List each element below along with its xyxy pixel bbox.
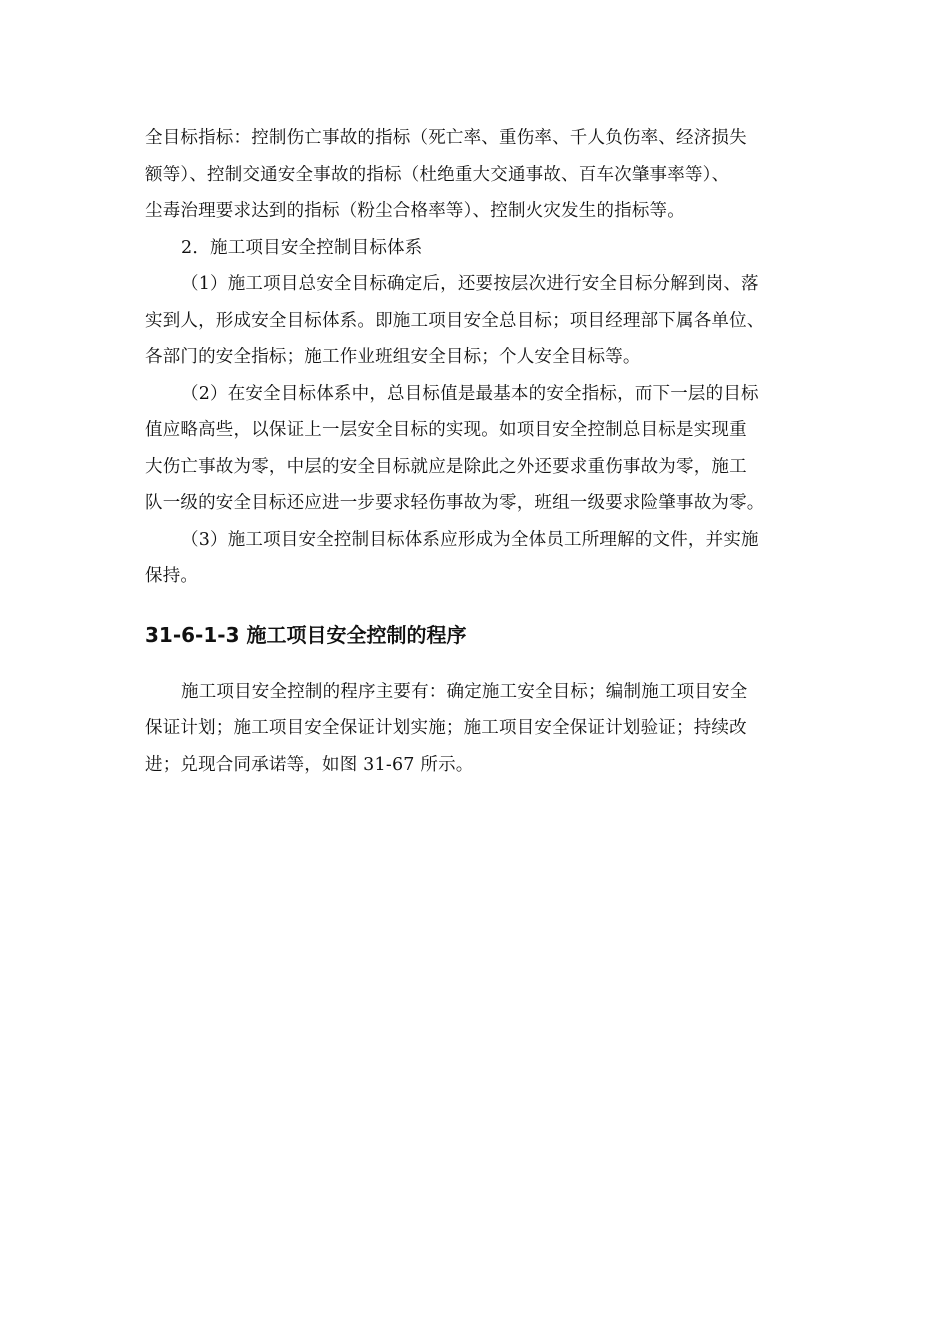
- text-line: （3）施工项目安全控制目标体系应形成为全体员工所理解的文件，并实施: [181, 529, 759, 550]
- text-line: 实到人，形成安全目标体系。即施工项目安全总目标；项目经理部下属各单位、: [145, 310, 765, 331]
- item-1-paragraph: [145, 266, 810, 376]
- text-line: 全目标指标：控制伤亡事故的指标（死亡率、重伤率、千人负伤率、经济损失: [145, 128, 747, 148]
- text-line: 施工项目安全控制的程序主要有：确定施工安全目标；编制施工项目安全: [181, 681, 748, 702]
- text-line: 大伤亡事故为零，中层的安全目标就应是除此之外还要求重伤事故为零，施工: [145, 456, 747, 477]
- text-line: 保证计划；施工项目安全保证计划实施；施工项目安全保证计划验证；持续改: [145, 718, 747, 738]
- subsection-title: 2．施工项目安全控制目标体系: [181, 237, 423, 258]
- text-line: 队一级的安全目标还应进一步要求轻伤事故为零，班组一级要求险肇事故为零。: [145, 493, 765, 513]
- text-line: （2）在安全目标体系中，总目标值是最基本的安全指标，而下一层的目标: [181, 383, 759, 404]
- text-line: 尘毒治理要求达到的指标（粉尘合格率等）、控制火灾发生的指标等。: [145, 201, 685, 221]
- intro-paragraph: [145, 120, 810, 230]
- text-line: （1）施工项目总安全目标确定后，还要按层次进行安全目标分解到岗、落: [181, 274, 759, 294]
- text-line: 各部门的安全指标；施工作业班组安全目标；个人安全目标等。: [145, 347, 641, 367]
- text-line: 进；兑现合同承诺等，如图 31-67 所示。: [145, 754, 474, 775]
- item-3-paragraph: [145, 522, 810, 595]
- document-body: [145, 120, 810, 783]
- text-line: 值应略高些，以保证上一层安全目标的实现。如项目安全控制总目标是实现重: [145, 420, 747, 440]
- item-2-paragraph: [145, 376, 810, 522]
- text-line: 保持。: [145, 566, 199, 586]
- procedure-paragraph: [145, 674, 810, 784]
- section-heading: 31-6-1-3 施工项目安全控制的程序: [145, 622, 467, 647]
- text-line: 额等）、控制交通安全事故的指标（杜绝重大交通事故、百车次肇事率等）、: [145, 164, 730, 185]
